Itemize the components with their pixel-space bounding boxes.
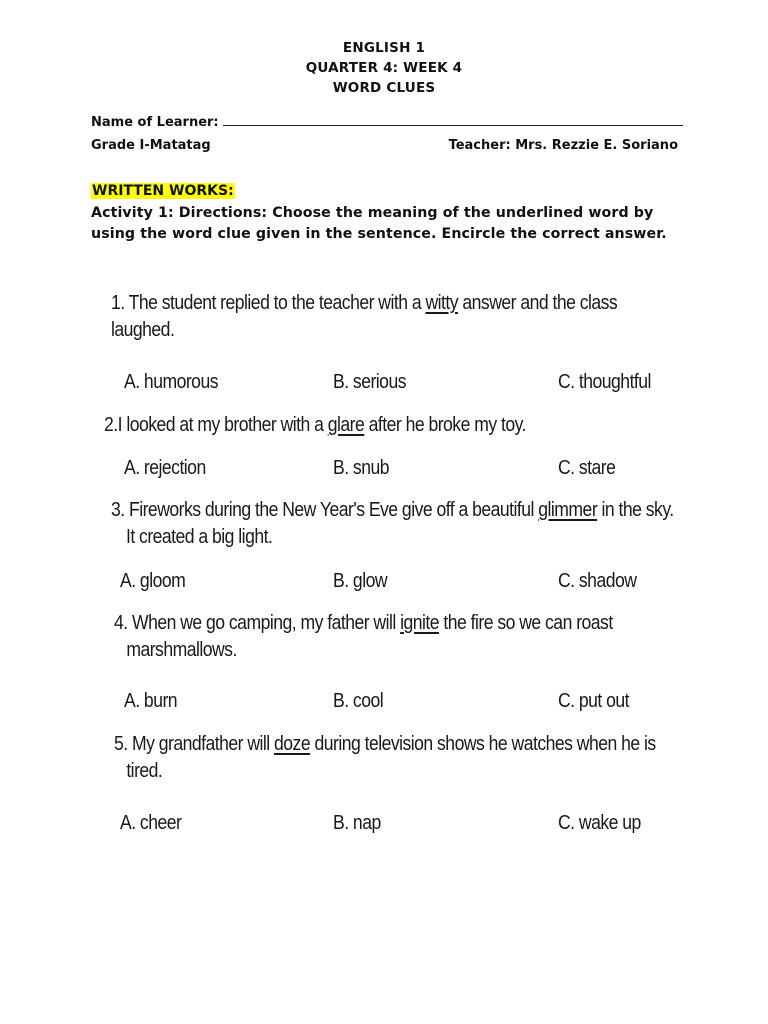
question-number: 5. <box>114 733 128 755</box>
question-text-pre: The student replied to the teacher with a <box>128 292 426 314</box>
underlined-word: glare <box>327 414 365 436</box>
learner-name-label: Name of Learner: <box>91 115 219 130</box>
question-3 <box>111 497 674 551</box>
question-text-post: answer and the class <box>458 292 618 314</box>
q3-option-b[interactable]: B. glow <box>333 570 388 592</box>
question-text-post: in the sky. <box>597 499 674 521</box>
question-text-pre: Fireworks during the New Year's Eve give off a beautiful <box>128 499 539 521</box>
question-number: 2. <box>104 414 118 436</box>
underlined-word: glimmer <box>538 499 598 521</box>
q1-option-a[interactable]: A. humorous <box>124 371 218 393</box>
underlined-word: ignite <box>400 612 440 634</box>
question-text-line2: marshmallows. <box>126 639 237 661</box>
question-text-line2: laughed. <box>111 319 175 341</box>
question-1 <box>111 290 617 344</box>
question-text-pre: My grandfather will <box>131 733 275 755</box>
question-text-post: after he broke my toy. <box>364 414 526 436</box>
question-text-post: the fire so we can roast <box>439 612 613 634</box>
subject-title: ENGLISH 1 <box>342 40 426 56</box>
question-text-line2: It created a big light. <box>125 526 273 548</box>
quarter-week: QUARTER 4: WEEK 4 <box>305 60 463 76</box>
lesson-title: WORD CLUES <box>332 80 436 96</box>
q2-option-a[interactable]: A. rejection <box>124 457 206 479</box>
section-title: WRITTEN WORKS: <box>92 183 234 199</box>
learner-name-row <box>91 114 683 130</box>
q3-option-a[interactable]: A. gloom <box>120 570 186 592</box>
question-number: 1. <box>111 292 125 314</box>
q5-option-b[interactable]: B. nap <box>333 812 381 834</box>
q2-option-c[interactable]: C. stare <box>558 457 616 479</box>
q4-option-c[interactable]: C. put out <box>558 690 630 712</box>
q4-option-b[interactable]: B. cool <box>333 690 384 712</box>
q1-option-c[interactable]: C. thoughtful <box>558 371 651 393</box>
underlined-word: witty <box>425 292 459 314</box>
q2-option-b[interactable]: B. snub <box>333 457 389 479</box>
q5-option-a[interactable]: A. cheer <box>120 812 182 834</box>
q4-option-a[interactable]: A. burn <box>124 690 178 712</box>
grade-label: Grade I-Matatag <box>91 138 211 153</box>
q3-option-c[interactable]: C. shadow <box>558 570 637 592</box>
question-5 <box>114 731 656 785</box>
question-text-post: during television shows he watches when he is <box>310 733 656 755</box>
worksheet-header <box>0 38 768 98</box>
q5-option-c[interactable]: C. wake up <box>558 812 641 834</box>
question-text-line2: tired. <box>126 760 163 782</box>
question-2 <box>104 412 526 439</box>
teacher-label: Teacher: Mrs. Rezzie E. Soriano <box>448 138 678 153</box>
question-4 <box>114 610 613 664</box>
underlined-word: doze <box>274 733 311 755</box>
question-text-pre: I looked at my brother with a <box>117 414 328 436</box>
question-number: 4. <box>114 612 128 634</box>
question-text-pre: When we go camping, my father will <box>131 612 401 634</box>
learner-name-blank[interactable] <box>223 114 683 126</box>
activity-directions: Activity 1: Directions: Choose the meaning of the underlined word by using the word clue given in the sentence. Encircle the correct answer. <box>91 205 667 242</box>
q1-option-b[interactable]: B. serious <box>333 371 406 393</box>
question-number: 3. <box>111 499 125 521</box>
